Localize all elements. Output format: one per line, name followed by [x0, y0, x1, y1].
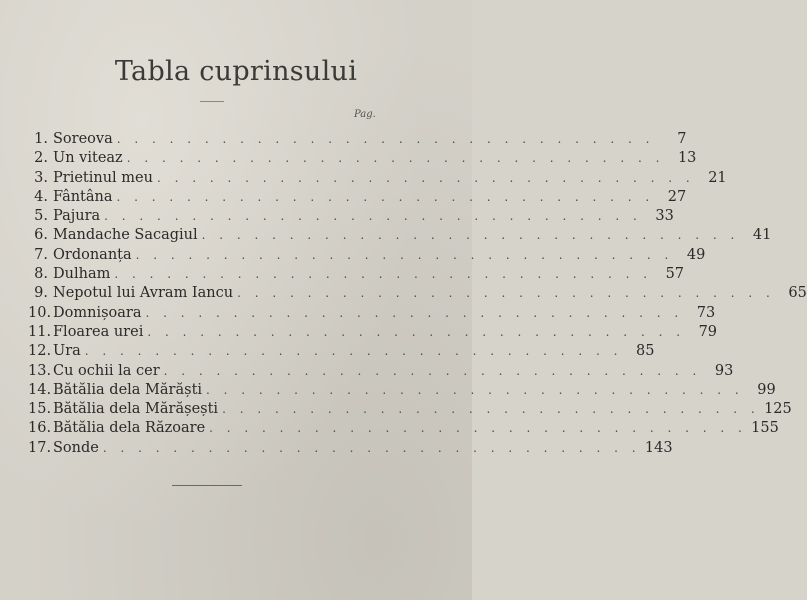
dot-leader: . . . . . . . . . . . . . . . . . . . . . . . . . . . . . . .	[156, 170, 695, 185]
toc-entry-number: 4.	[34, 188, 48, 205]
toc-entry	[28, 169, 727, 189]
dot-leader: . . . . . . . . . . . . . . . . . . . . . . . . . . . . . . .	[222, 402, 760, 417]
dot-leader: . . . . . . . . . . . . . . . . . . . . . . . . . . . . . . .	[102, 440, 641, 455]
toc-entry-number: 8.	[34, 266, 48, 283]
toc-entry-page: 49	[686, 246, 706, 263]
toc-entry-page: 65	[788, 285, 807, 302]
toc-entry	[28, 362, 734, 382]
toc-entry-title: Cu ochii la cer	[53, 362, 160, 379]
toc-entry-page: 85	[636, 343, 655, 360]
toc-entry-number: 6.	[34, 227, 48, 244]
dot-leader: . . . . . . . . . . . . . . . . . . . . . . . . . . . . . . .	[114, 267, 653, 282]
toc-entry	[28, 266, 685, 285]
toc-entry-page: 79	[698, 323, 718, 340]
table-of-contents	[28, 131, 807, 459]
toc-entry-page: 57	[665, 266, 685, 283]
toc-entry	[28, 304, 716, 324]
toc-entry	[28, 285, 807, 304]
toc-entry-title: Sonde	[53, 439, 99, 456]
toc-entry-title: Bătălia dela Mărăști	[53, 381, 203, 398]
toc-entry-page: 7	[677, 131, 687, 147]
toc-entry	[28, 439, 673, 459]
toc-entry-page: 143	[644, 439, 673, 456]
toc-entry	[28, 227, 772, 246]
toc-entry-number: 9.	[34, 285, 48, 302]
toc-entry-title: Prietinul meu	[53, 169, 153, 186]
toc-entry-title: Pajura	[53, 208, 101, 225]
dot-leader: . . . . . . . . . . . . . . . . . . . . . . . . . . . . . . .	[135, 247, 674, 262]
toc-entry-page: 93	[714, 362, 734, 379]
toc-entry-page: 41	[752, 227, 772, 244]
toc-entry-number: 13.	[28, 362, 52, 379]
toc-entry-page: 73	[696, 304, 716, 321]
toc-entry-title: Domnișoara	[53, 304, 142, 321]
toc-entry-number: 1.	[34, 131, 48, 147]
toc-entry	[28, 381, 776, 401]
toc-entry-title: Ordonanța	[53, 246, 132, 263]
toc-entry-page: 99	[757, 381, 776, 398]
toc-entry-number: 16.	[28, 420, 52, 437]
toc-entry-page: 125	[764, 401, 792, 418]
toc-entry-number: 12.	[28, 343, 52, 360]
toc-entry	[28, 208, 674, 227]
bottom-divider	[172, 485, 242, 486]
page-column-label: Pag.	[354, 109, 376, 120]
toc-entry-title: Nepotul lui Avram Iancu	[53, 285, 234, 302]
toc-entry-number: 2.	[34, 150, 48, 167]
toc-entry-number: 17.	[28, 439, 52, 456]
toc-entry-number: 11.	[28, 323, 52, 340]
toc-entry	[28, 150, 697, 169]
toc-entry	[28, 401, 792, 420]
toc-entry-number: 7.	[34, 246, 48, 263]
toc-entry-title: Fântâna	[53, 188, 113, 205]
toc-entry-page: 21	[708, 169, 727, 186]
toc-entry	[28, 188, 687, 208]
toc-entry-title: Bătălia dela Mărășești	[53, 401, 219, 418]
toc-entry-title: Dulham	[53, 266, 111, 283]
toc-entry-number: 3.	[34, 169, 48, 186]
toc-entry	[28, 131, 687, 150]
toc-entry	[28, 323, 718, 343]
dot-leader: . . . . . . . . . . . . . . . . . . . . . . . . . . . . . . .	[201, 228, 740, 243]
page-title: Tabla cuprinsului	[114, 56, 358, 87]
toc-entry-number: 15.	[28, 401, 52, 418]
toc-entry-title: Floarea urei	[53, 323, 144, 340]
dot-leader: . . . . . . . . . . . . . . . . . . . . . . . . . . . . . . .	[126, 151, 665, 166]
dot-leader: . . . . . . . . . . . . . . . . . . . . . . . . . . . . . . .	[147, 324, 686, 339]
dot-leader: . . . . . . . . . . . . . . . . . . . . . . . . . . . . . . .	[163, 363, 702, 378]
toc-entry-title: Soreova	[53, 131, 113, 147]
toc-entry	[28, 246, 706, 266]
toc-entry-number: 10.	[28, 304, 52, 321]
toc-entry-number: 5.	[34, 208, 48, 225]
dot-leader: . . . . . . . . . . . . . . . . . . . . . . . . . . . . . . .	[209, 421, 747, 436]
toc-entry-title: Mandache Sacagiul	[53, 227, 198, 244]
toc-entry	[28, 420, 779, 439]
toc-entry-page: 27	[667, 188, 687, 205]
toc-entry-number: 14.	[28, 381, 52, 398]
toc-entry-page: 155	[751, 420, 779, 437]
dot-leader: . . . . . . . . . . . . . . . . . . . . . . . . . . . . . . .	[145, 305, 684, 320]
dot-leader: . . . . . . . . . . . . . . . . . . . . . . . . . . . . . . .	[104, 209, 642, 224]
toc-entry-title: Un viteaz	[53, 150, 123, 167]
toc-entry	[28, 343, 655, 362]
toc-entry-page: 13	[677, 150, 697, 167]
toc-entry-page: 33	[655, 208, 674, 225]
toc-entry-title: Ura	[53, 343, 81, 360]
dot-leader: . . . . . . . . . . . . . . . . . . . . . . . . . . . . . . .	[237, 286, 775, 301]
dot-leader: . . . . . . . . . . . . . . . . . . . . . . . . . . . . . . .	[116, 132, 655, 146]
dot-leader: . . . . . . . . . . . . . . . . . . . . . . . . . . . . . . .	[206, 382, 744, 397]
dot-leader: . . . . . . . . . . . . . . . . . . . . . . . . . . . . . . .	[84, 344, 623, 359]
dot-leader: . . . . . . . . . . . . . . . . . . . . . . . . . . . . . . .	[116, 189, 655, 204]
title-divider	[200, 101, 224, 102]
toc-entry-title: Bătălia dela Răzoare	[53, 420, 206, 437]
